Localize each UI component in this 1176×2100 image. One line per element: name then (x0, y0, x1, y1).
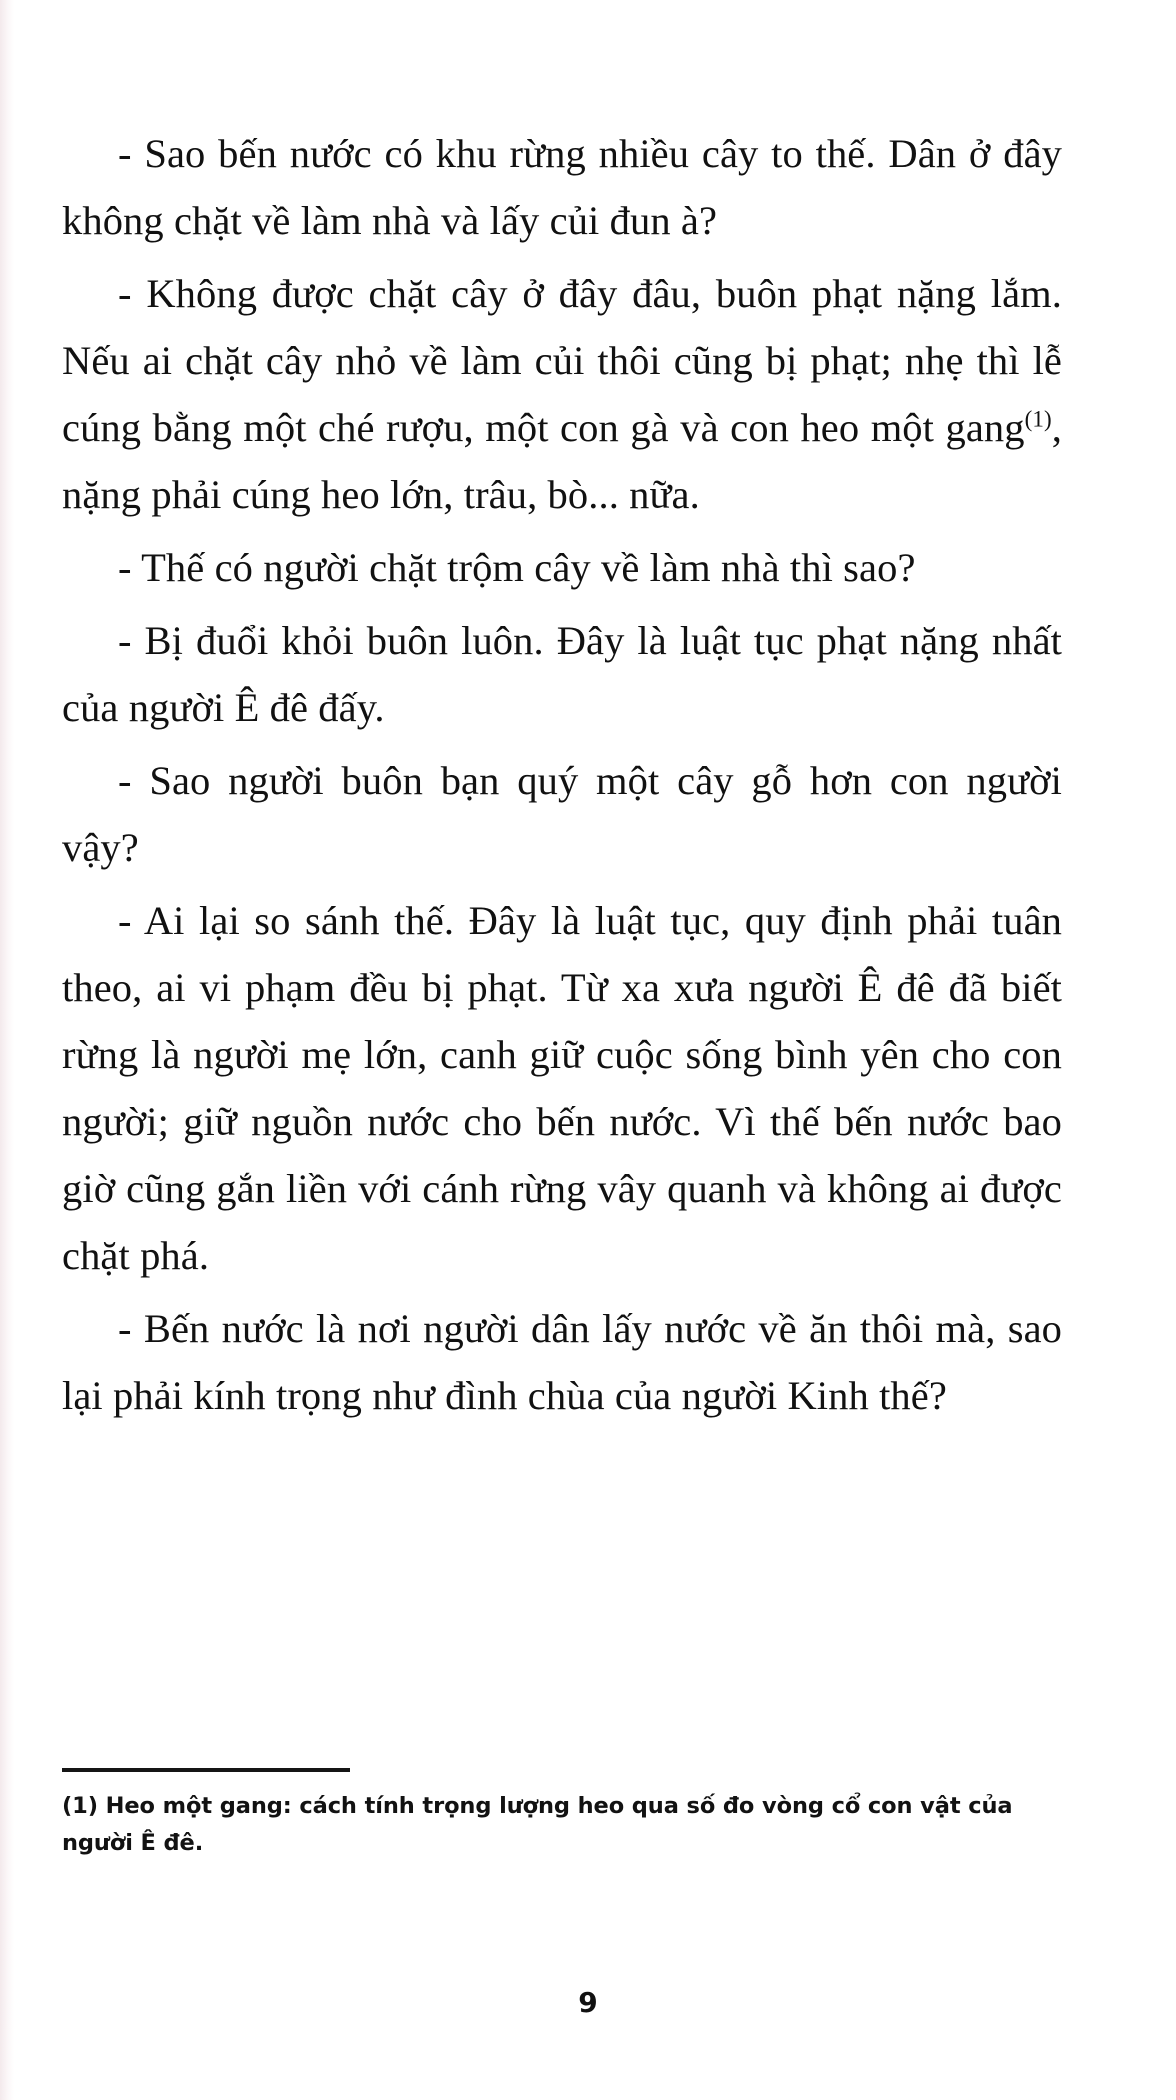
page-number: 9 (578, 1986, 598, 2019)
paragraph-text: - Không được chặt cây ở đây đâu, buôn phạt nặng lắm. Nếu ai chặt cây nhỏ về làm củi thôi cũng bị phạt; nhẹ thì lễ cúng bằng một ché rượu, một con gà và con heo một gang (62, 271, 1062, 450)
page-body (62, 120, 1062, 1429)
paragraph-tail: , nặng phải cúng heo lớn, trâu, bò... nữa. (62, 405, 1062, 517)
paragraph: - Bị đuổi khỏi buôn luôn. Đây là luật tục phạt nặng nhất của người Ê đê đấy. (62, 618, 1062, 730)
paragraph-with-footnote (62, 260, 1062, 528)
paragraph: - Thế có người chặt trộm cây về làm nhà thì sao? (118, 545, 916, 590)
footnote-divider (62, 1768, 350, 1772)
footnote-block (62, 1768, 1062, 1862)
paragraph: - Bến nước là nơi người dân lấy nước về ăn thôi mà, sao lại phải kính trọng như đình chùa của người Kinh thế? (62, 1306, 1062, 1418)
footnote-text: (1) Heo một gang: cách tính trọng lượng heo qua số đo vòng cổ con vật của người Ê đê. (62, 1793, 1013, 1856)
paragraph: - Ai lại so sánh thế. Đây là luật tục, quy định phải tuân theo, ai vi phạm đều bị phạt. Từ xa xưa người Ê đê đã biết rừng là người mẹ lớn, canh giữ cuộc sống bình yên cho con người; giữ nguồn nước cho bến nước. Vì thế bến nước bao giờ cũng gắn liền với cánh rừng vây quanh và không ai được chặt phá. (62, 898, 1062, 1278)
footnote-marker: (1) (1024, 406, 1052, 432)
paragraph: - Sao bến nước có khu rừng nhiều cây to thế. Dân ở đây không chặt về làm nhà và lấy củi đun à? (62, 131, 1062, 243)
paragraph: - Sao người buôn bạn quý một cây gỗ hơn con người vậy? (62, 758, 1062, 870)
page-left-edge-shadow (0, 0, 14, 2100)
